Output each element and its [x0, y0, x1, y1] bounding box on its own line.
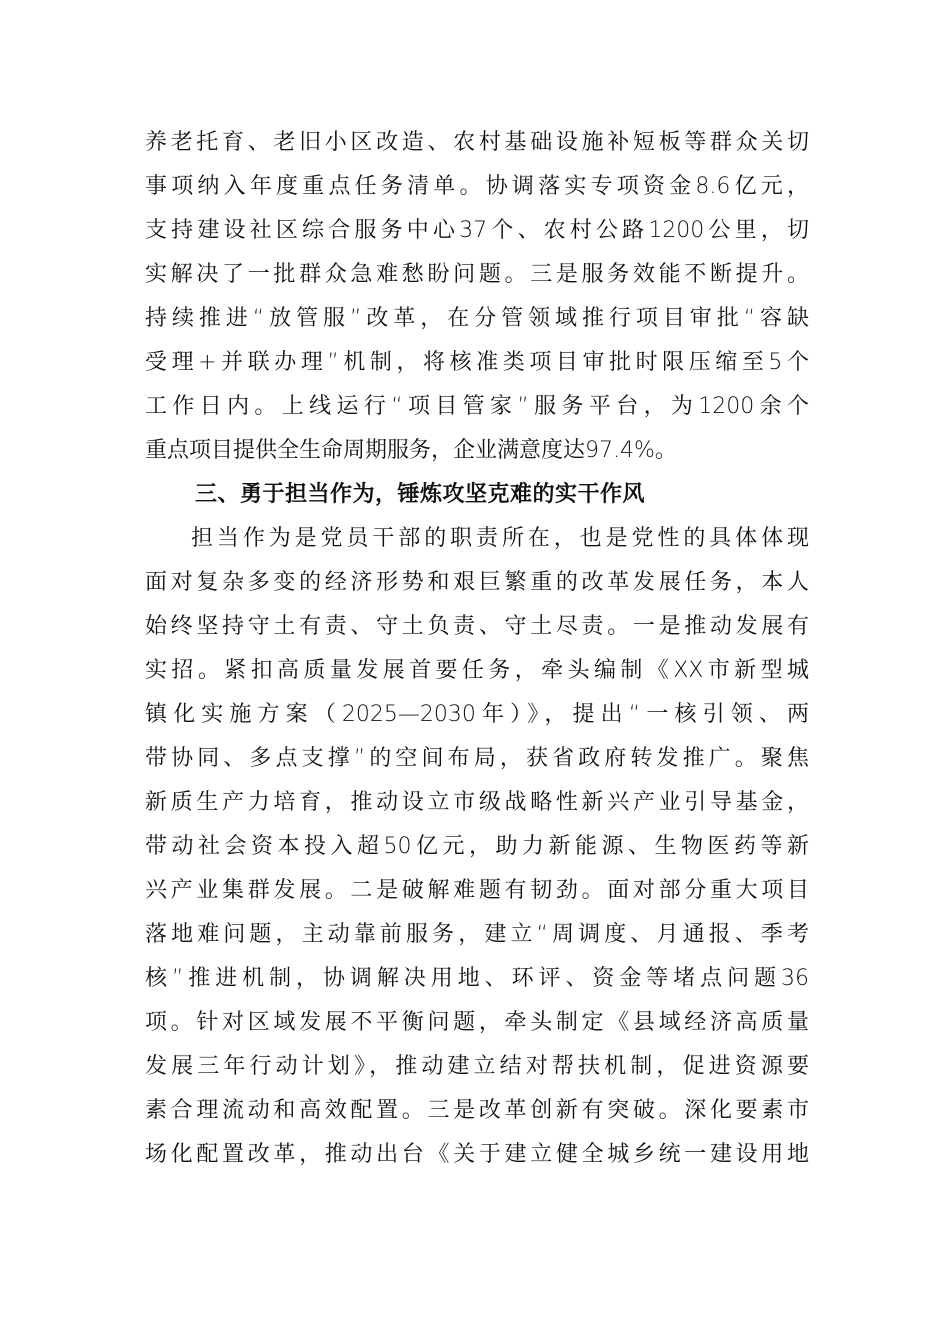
text-line: 担当作为是党员干部的职责所在，也是党性的具体体现	[191, 526, 809, 551]
section-paragraph	[145, 517, 809, 1177]
text-line: 项。针对区域发展不平衡问题，牵头制定《县域经济高质量	[145, 1010, 809, 1035]
text-line: 新质生产力培育，推动设立市级战略性新兴产业引导基金，	[145, 790, 809, 815]
text-line: 持续推进“放管服”改革，在分管领域推行项目审批“容缺	[145, 306, 809, 331]
text-line: 支持建设社区综合服务中心37个、农村公路1200公里，切	[145, 218, 809, 243]
text-line: 带协同、多点支撑”的空间布局，获省政府转发推广。聚焦	[145, 746, 809, 771]
text-line: 素合理流动和高效配置。三是改革创新有突破。深化要素市	[145, 1098, 809, 1123]
text-line: 兴产业集群发展。二是破解难题有韧劲。面对部分重大项目	[145, 878, 809, 903]
text-line: 镇化实施方案（2025—2030年）》，提出“一核引领、两	[145, 702, 809, 727]
text-line: 落地难问题，主动靠前服务，建立“周调度、月通报、季考	[145, 922, 809, 947]
text-line: 受理+并联办理”机制，将核准类项目审批时限压缩至5个	[145, 350, 809, 375]
text-line: 重点项目提供全生命周期服务，企业满意度达97.4%。	[145, 438, 677, 463]
text-line: 实解决了一批群众急难愁盼问题。三是服务效能不断提升。	[145, 262, 809, 287]
text-line: 发展三年行动计划》，推动建立结对帮扶机制，促进资源要	[145, 1054, 809, 1079]
text-line: 始终坚持守土有责、守土负责、守土尽责。一是推动发展有	[145, 614, 809, 639]
text-line: 养老托育、老旧小区改造、农村基础设施补短板等群众关切	[145, 130, 809, 155]
text-line: 面对复杂多变的经济形势和艰巨繁重的改革发展任务，本人	[145, 570, 809, 595]
text-line: 事项纳入年度重点任务清单。协调落实专项资金8.6亿元，	[145, 174, 809, 199]
continued-paragraph	[145, 121, 809, 473]
text-line: 实招。紧扣高质量发展首要任务，牵头编制《XX市新型城	[145, 658, 809, 683]
section-heading: 三、勇于担当作为，锤炼攻坚克难的实干作风	[195, 482, 646, 507]
text-line: 带动社会资本投入超50亿元，助力新能源、生物医药等新	[145, 834, 809, 859]
text-line: 场化配置改革，推动出台《关于建立健全城乡统一建设用地	[145, 1142, 809, 1167]
text-line: 核”推进机制，协调解决用地、环评、资金等堵点问题36	[145, 966, 809, 991]
document-page	[145, 121, 809, 1177]
text-line: 工作日内。上线运行“项目管家”服务平台，为1200余个	[145, 394, 809, 419]
